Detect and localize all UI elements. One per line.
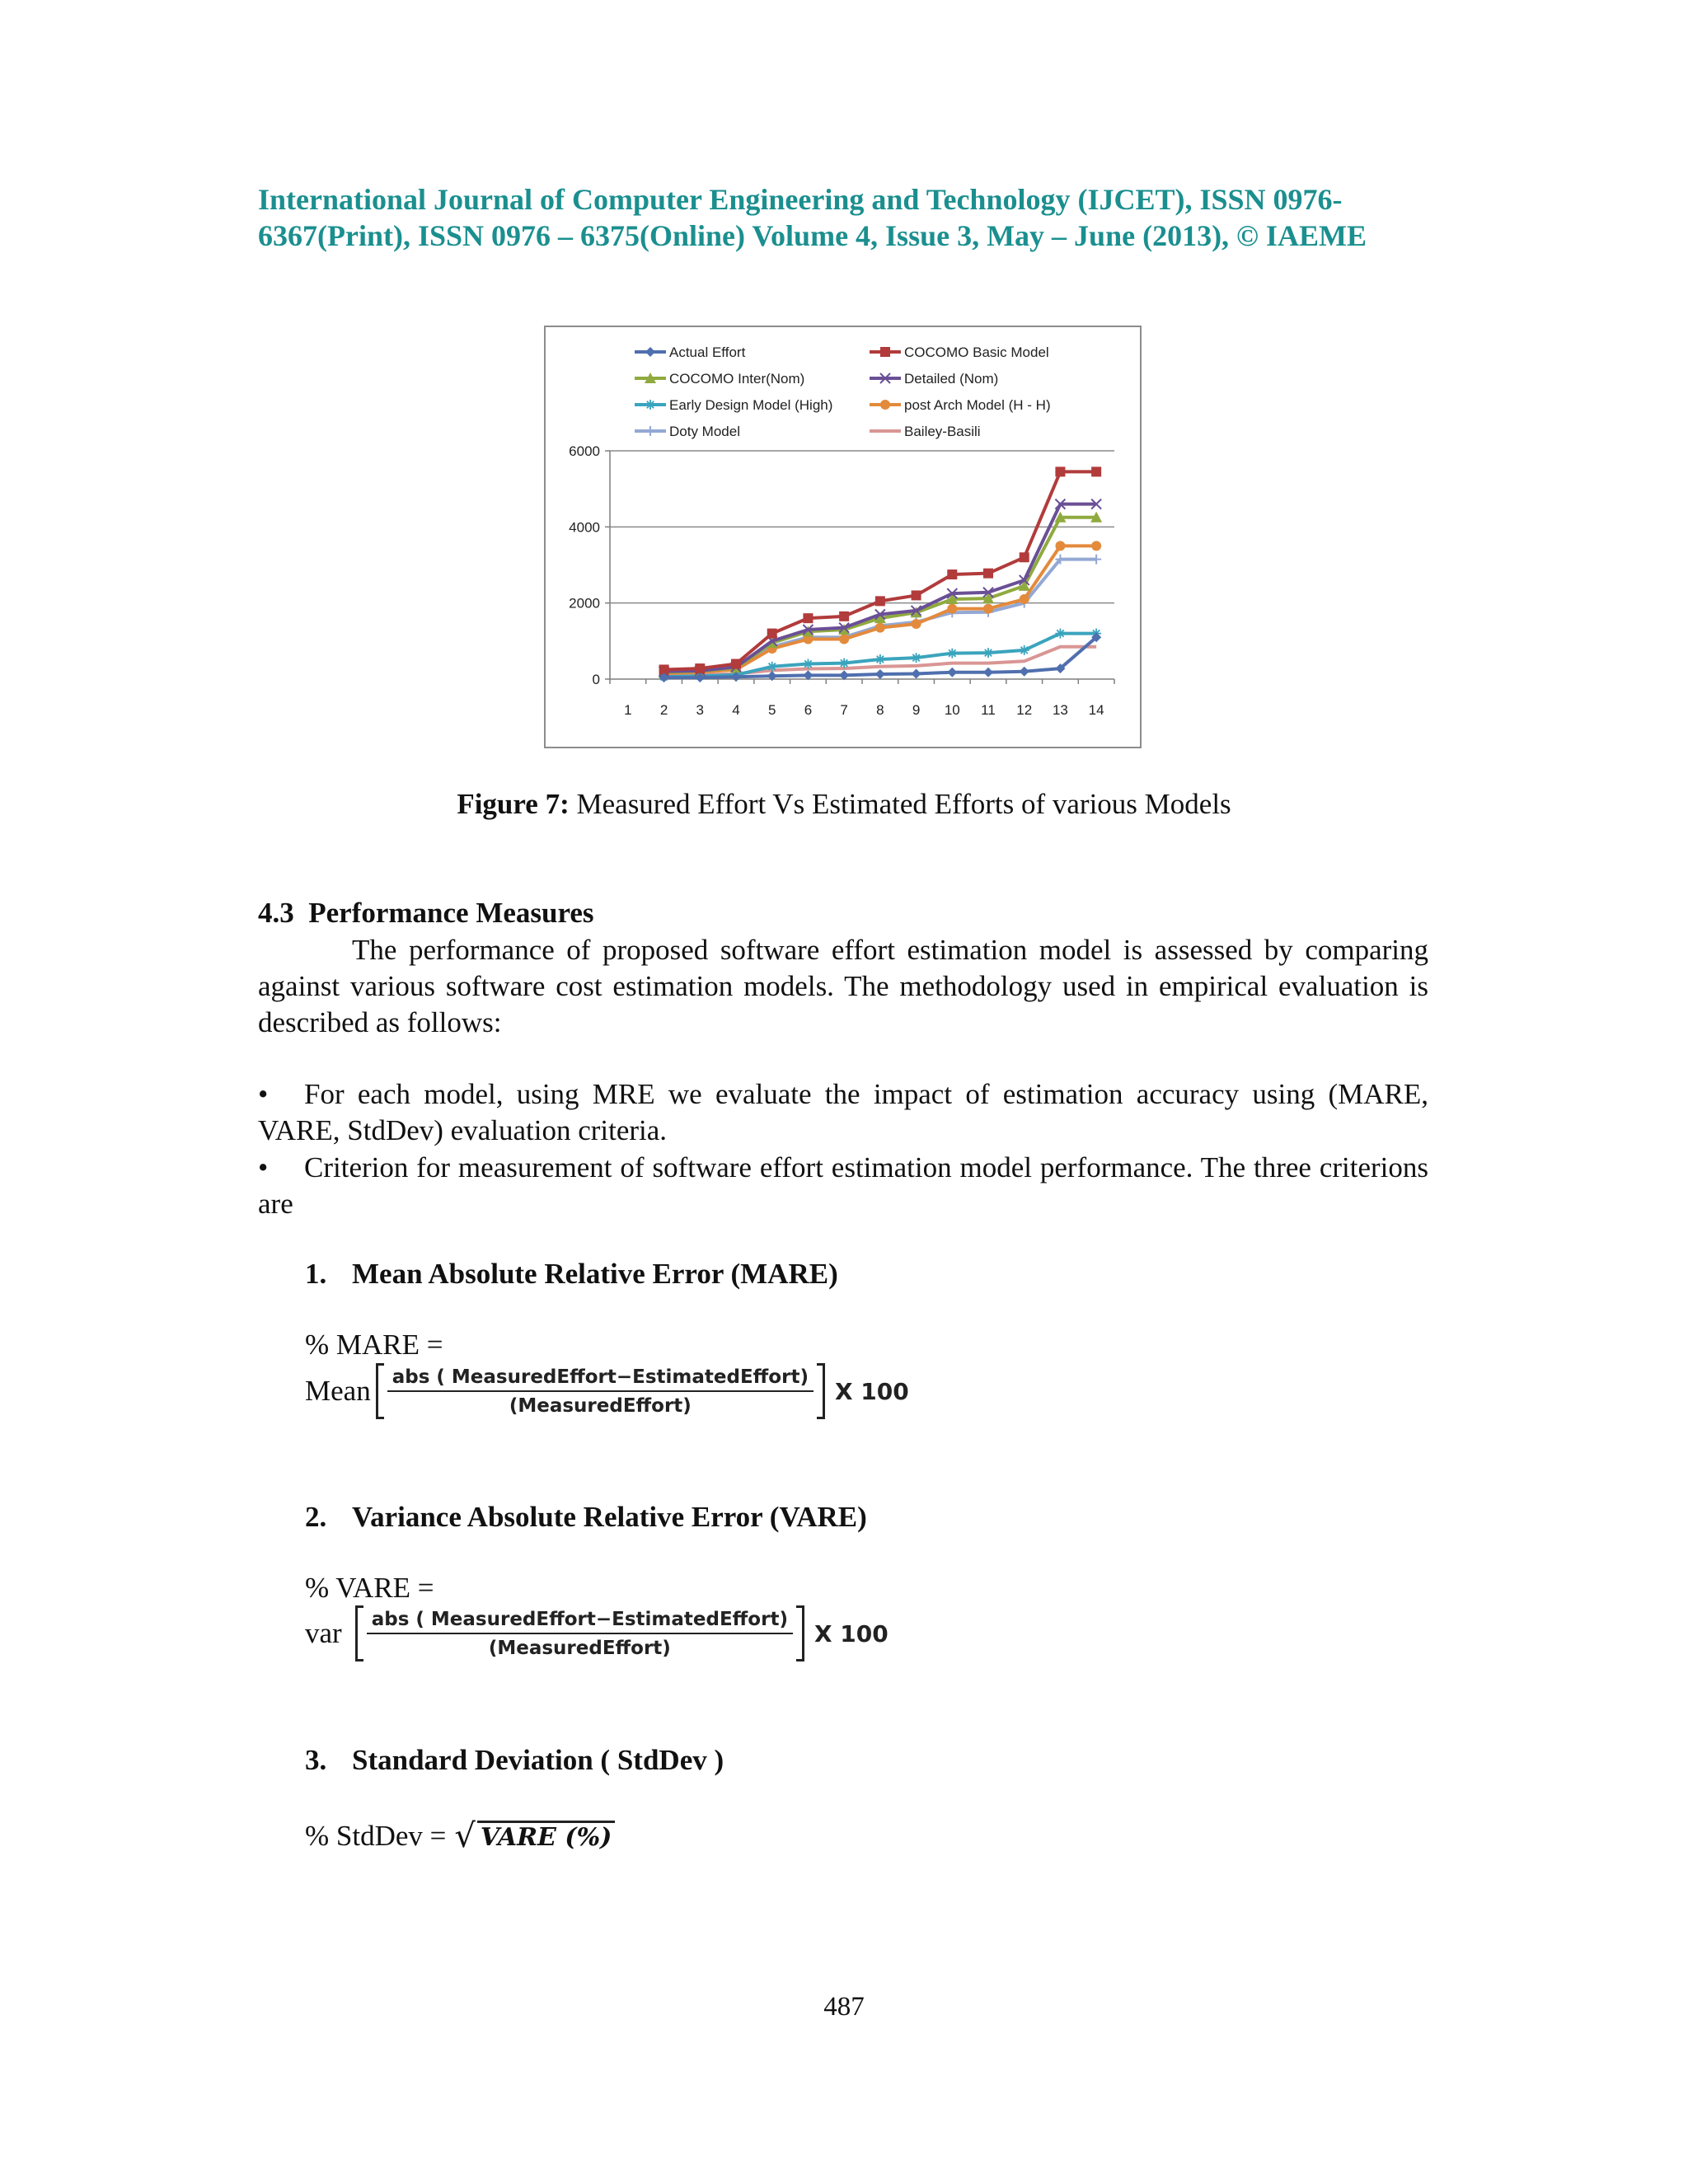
sqrt-icon: √ bbox=[454, 1817, 476, 1855]
data-point bbox=[983, 648, 993, 658]
fraction-numerator: abs ( MeasuredEffort−EstimatedEffort) bbox=[387, 1366, 814, 1392]
criterion-title: Mean Absolute Relative Error (MARE) bbox=[352, 1258, 838, 1290]
header-line-1: International Journal of Computer Engineering and Technology (IJCET), ISSN 0976- bbox=[258, 183, 1343, 216]
formula-vare bbox=[305, 1605, 889, 1661]
legend-entry bbox=[870, 344, 1049, 360]
bullet-item bbox=[258, 1076, 1428, 1149]
criterion-heading-vare bbox=[305, 1501, 867, 1534]
formula-suffix: X 100 bbox=[814, 1619, 889, 1647]
bullet-item bbox=[258, 1150, 1428, 1222]
legend-label: Early Design Model (High) bbox=[669, 397, 833, 413]
x-tick-label: 7 bbox=[840, 702, 848, 718]
sqrt-expression: VARE (%) bbox=[477, 1821, 615, 1852]
data-point bbox=[839, 658, 849, 668]
criterion-title: Variance Absolute Relative Error (VARE) bbox=[352, 1501, 867, 1533]
x-tick-label: 14 bbox=[1088, 702, 1104, 718]
section-number: 4.3 bbox=[258, 897, 294, 929]
figure-7-chart bbox=[544, 326, 1142, 748]
x-tick-label: 2 bbox=[659, 702, 668, 718]
journal-header bbox=[258, 181, 1428, 254]
data-point bbox=[839, 612, 849, 621]
series-cocomo-inter-nom bbox=[659, 512, 1103, 677]
data-point bbox=[875, 654, 885, 664]
criterion-heading-mare bbox=[305, 1258, 838, 1291]
fraction-denominator: (MeasuredEffort) bbox=[488, 1637, 671, 1659]
y-tick-label: 4000 bbox=[569, 519, 600, 536]
data-point bbox=[1091, 541, 1101, 551]
x-tick-label: 8 bbox=[876, 702, 884, 718]
formula-stddev bbox=[305, 1817, 615, 1855]
criterion-number: 2. bbox=[305, 1501, 327, 1533]
data-point bbox=[645, 347, 655, 357]
x-tick-label: 9 bbox=[912, 702, 921, 718]
formula-label-vare: % VARE = bbox=[305, 1572, 434, 1604]
data-point bbox=[947, 668, 957, 677]
formula-mare bbox=[305, 1363, 909, 1419]
x-tick-label: 6 bbox=[804, 702, 813, 718]
data-point bbox=[983, 569, 993, 579]
criterion-title: Standard Deviation ( StdDev ) bbox=[352, 1744, 724, 1776]
x-tick-label: 1 bbox=[624, 702, 632, 718]
formula-label-mare: % MARE = bbox=[305, 1329, 443, 1361]
line-chart bbox=[546, 327, 1140, 747]
bullet-dot: • bbox=[258, 1151, 269, 1183]
data-point bbox=[1020, 552, 1029, 562]
page-number: 487 bbox=[823, 1992, 865, 2022]
legend-label: Bailey-Basili bbox=[904, 424, 981, 439]
data-point bbox=[839, 635, 849, 644]
legend-entry bbox=[635, 371, 804, 387]
legend-label: Doty Model bbox=[669, 424, 740, 439]
section-paragraph: The performance of proposed software effort estimation model is assessed by comparing against various software cost estimation models. The methodology used in empirical evaluation is described as follows: bbox=[258, 934, 1428, 1038]
legend-entry bbox=[635, 424, 740, 439]
x-tick-label: 13 bbox=[1052, 702, 1068, 718]
x-tick-label: 4 bbox=[732, 702, 740, 718]
formula-prefix: var bbox=[305, 1617, 342, 1649]
figure-caption-text: Measured Effort Vs Estimated Efforts of various Models bbox=[569, 788, 1231, 820]
bullet-text: For each model, using MRE we evaluate the impact of estimation accuracy using (MARE, VARE, StdDev) evaluation criteria. bbox=[258, 1078, 1428, 1146]
data-point bbox=[947, 604, 957, 614]
data-point bbox=[1091, 466, 1101, 476]
data-point bbox=[1020, 645, 1029, 655]
section-heading bbox=[258, 897, 594, 930]
left-bracket bbox=[355, 1605, 363, 1661]
data-point bbox=[875, 596, 885, 606]
data-point bbox=[803, 613, 813, 623]
data-point bbox=[767, 629, 777, 639]
data-point bbox=[912, 653, 921, 663]
data-point bbox=[880, 400, 890, 410]
data-point bbox=[912, 669, 921, 679]
criterion-heading-stddev bbox=[305, 1744, 724, 1777]
data-point bbox=[695, 663, 705, 673]
x-tick-label: 3 bbox=[696, 702, 705, 718]
data-point bbox=[1020, 594, 1029, 604]
legend-label: Detailed (Nom) bbox=[904, 371, 999, 387]
figure-label: Figure 7: bbox=[457, 788, 570, 820]
data-point bbox=[875, 623, 885, 633]
legend-entry bbox=[870, 424, 981, 439]
figure-caption bbox=[0, 788, 1688, 821]
data-point bbox=[875, 669, 885, 679]
data-point bbox=[912, 590, 921, 600]
data-point bbox=[1055, 629, 1065, 639]
series-cocomo-basic-model bbox=[659, 466, 1102, 674]
data-point bbox=[731, 659, 741, 669]
fraction bbox=[367, 1609, 793, 1659]
criterion-number: 1. bbox=[305, 1258, 327, 1290]
data-point bbox=[1055, 541, 1065, 551]
data-point bbox=[880, 347, 890, 357]
legend-entry bbox=[870, 371, 998, 387]
legend-label: COCOMO Basic Model bbox=[904, 344, 1049, 360]
fraction-numerator: abs ( MeasuredEffort−EstimatedEffort) bbox=[367, 1609, 793, 1634]
data-point bbox=[947, 569, 957, 579]
left-bracket bbox=[376, 1363, 384, 1419]
legend-entry bbox=[635, 397, 832, 413]
legend-label: COCOMO Inter(Nom) bbox=[669, 371, 805, 387]
data-point bbox=[645, 426, 655, 436]
x-tick-label: 12 bbox=[1016, 702, 1033, 718]
x-tick-label: 10 bbox=[944, 702, 960, 718]
legend-entry bbox=[635, 344, 746, 360]
legend-entry bbox=[870, 397, 1051, 413]
x-tick-label: 5 bbox=[767, 702, 776, 718]
data-point bbox=[912, 619, 921, 629]
header-line-2: 6367(Print), ISSN 0976 – 6375(Online) Volume 4, Issue 3, May – June (2013), © IAEME bbox=[258, 219, 1367, 252]
bullet-dot: • bbox=[258, 1078, 269, 1110]
data-point bbox=[645, 400, 655, 410]
fraction bbox=[387, 1366, 814, 1417]
section-title: Performance Measures bbox=[308, 897, 594, 929]
bullet-text: Criterion for measurement of software effort estimation model performance. The three criterions are bbox=[258, 1151, 1428, 1220]
data-point bbox=[1055, 466, 1065, 476]
legend-label: post Arch Model (H - H) bbox=[904, 397, 1051, 413]
fraction-denominator: (MeasuredEffort) bbox=[509, 1394, 692, 1417]
y-tick-label: 6000 bbox=[569, 443, 600, 459]
formula-prefix: Mean bbox=[305, 1375, 371, 1407]
data-point bbox=[1020, 667, 1029, 677]
formula-suffix: X 100 bbox=[834, 1377, 909, 1405]
y-tick-label: 0 bbox=[592, 672, 600, 687]
data-point bbox=[947, 649, 957, 658]
data-point bbox=[983, 668, 993, 677]
formula-label-stddev: % StdDev = bbox=[305, 1820, 447, 1852]
criterion-number: 3. bbox=[305, 1744, 327, 1776]
data-point bbox=[983, 604, 993, 614]
right-bracket bbox=[817, 1363, 825, 1419]
right-bracket bbox=[796, 1605, 804, 1661]
x-tick-label: 11 bbox=[981, 702, 996, 718]
y-tick-label: 2000 bbox=[569, 595, 600, 612]
data-point bbox=[1091, 555, 1101, 565]
legend-label: Actual Effort bbox=[669, 344, 746, 360]
